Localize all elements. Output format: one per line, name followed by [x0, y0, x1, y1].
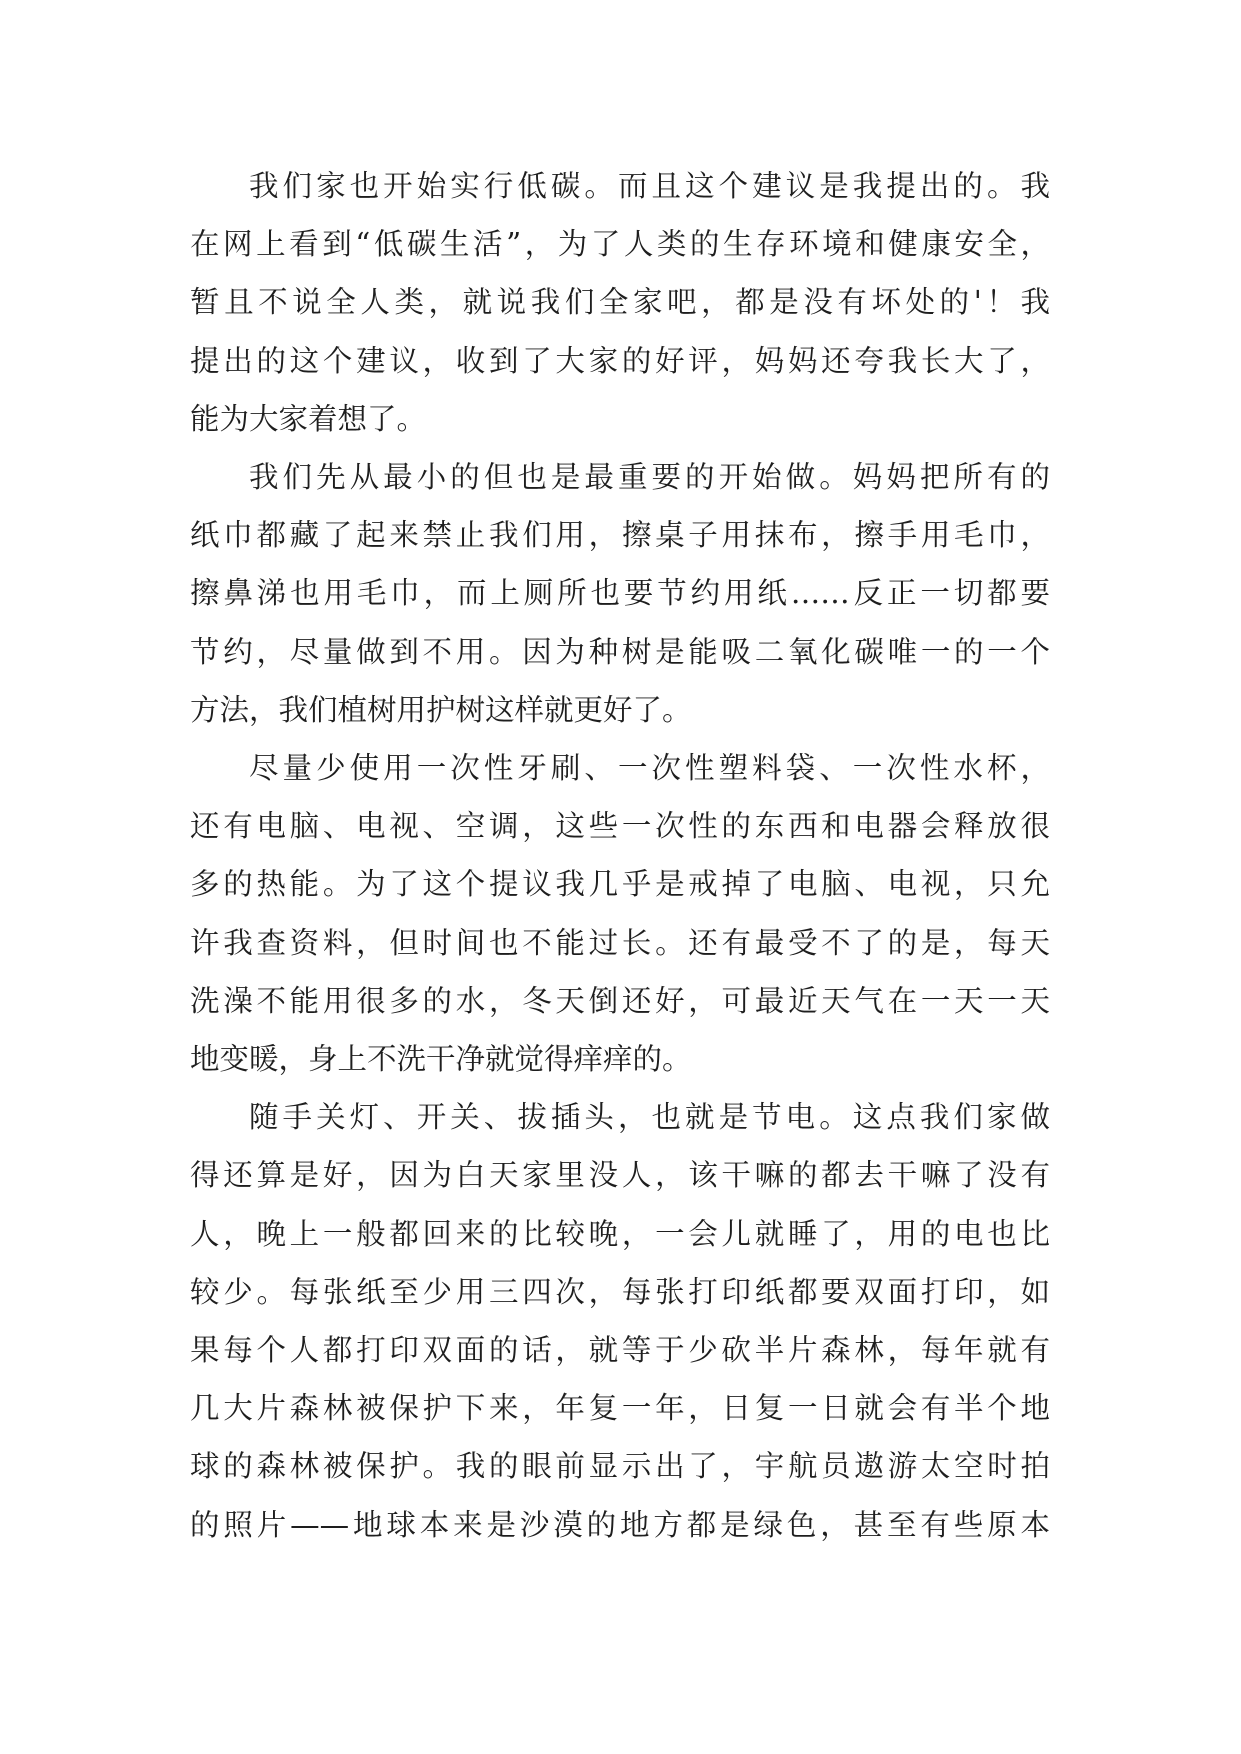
text-line: 得还算是好，因为白天家里没人，该干嘛的都去干嘛了没有	[190, 1158, 1050, 1193]
text-line: 方法，我们植树用护树这样就更好了。	[190, 692, 692, 727]
text-line: 纸巾都藏了起来禁止我们用，擦桌子用抹布，擦手用毛巾，	[190, 518, 1050, 553]
text-line: 果每个人都打印双面的话，就等于少砍半片森林，每年就有	[190, 1333, 1050, 1368]
text-line: 地变暖，身上不洗干净就觉得痒痒的。	[190, 1042, 692, 1077]
text-line: 许我查资料，但时间也不能过长。还有最受不了的是，每天	[190, 925, 1050, 960]
paragraph-2	[190, 448, 1050, 739]
text-line: 我们先从最小的但也是最重要的开始做。妈妈把所有的	[249, 460, 1050, 495]
text-line: 多的热能。为了这个提议我几乎是戒掉了电脑、电视，只允	[190, 867, 1050, 902]
text-line: 提出的这个建议，收到了大家的好评，妈妈还夸我长大了，	[190, 343, 1050, 378]
text-line: 暂且不说全人类，就说我们全家吧，都是没有坏处的'！我	[190, 285, 1050, 320]
document-body	[190, 157, 1050, 1554]
text-line: 球的森林被保护。我的眼前显示出了，宇航员遨游太空时拍	[190, 1449, 1050, 1484]
text-line: 擦鼻涕也用毛巾，而上厕所也要节约用纸……反正一切都要	[190, 576, 1050, 611]
text-line: 还有电脑、电视、空调，这些一次性的东西和电器会释放很	[190, 809, 1050, 844]
text-line: 尽量少使用一次性牙刷、一次性塑料袋、一次性水杯，	[249, 751, 1050, 786]
text-line: 的照片——地球本来是沙漠的地方都是绿色，甚至有些原本	[190, 1507, 1050, 1542]
paragraph-4	[190, 1088, 1050, 1554]
paragraph-3	[190, 739, 1050, 1088]
text-line: 几大片森林被保护下来，年复一年，日复一日就会有半个地	[190, 1391, 1050, 1426]
text-line: 我们家也开始实行低碳。而且这个建议是我提出的。我	[249, 169, 1050, 203]
text-line: 人，晚上一般都回来的比较晚，一会儿就睡了，用的电也比	[190, 1216, 1050, 1251]
text-line: 在网上看到“低碳生活”，为了人类的生存环境和健康安全，	[190, 227, 1050, 262]
text-line: 较少。每张纸至少用三四次，每张打印纸都要双面打印，如	[190, 1274, 1050, 1309]
paragraph-1	[190, 157, 1050, 448]
text-line: 节约，尽量做到不用。因为种树是能吸二氧化碳唯一的一个	[190, 634, 1050, 669]
text-line: 能为大家着想了。	[190, 401, 427, 436]
text-line: 洗澡不能用很多的水，冬天倒还好，可最近天气在一天一天	[190, 983, 1050, 1018]
text-line: 随手关灯、开关、拔插头，也就是节电。这点我们家做	[249, 1100, 1050, 1135]
